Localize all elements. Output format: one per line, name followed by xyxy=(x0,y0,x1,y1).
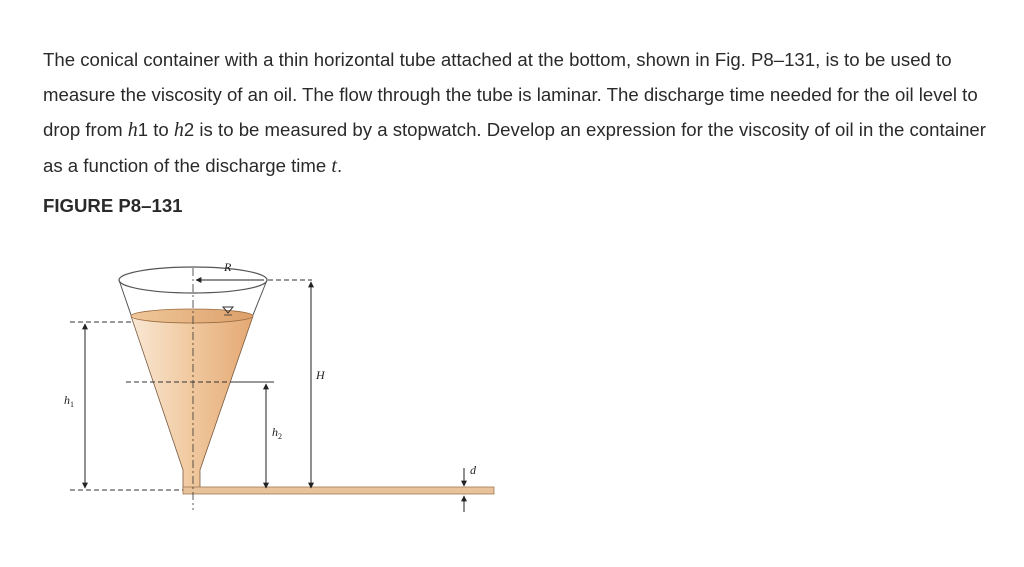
problem-statement xyxy=(43,42,993,184)
label-d: d xyxy=(470,463,476,477)
problem-text-2: 1 to xyxy=(137,119,174,140)
problem-text-1: The conical container with a thin horizontal tube attached at the bottom, shown in Fig. P8–131, is to be used to measure the viscosity of an oil. The flow through the tube is laminar. The discharge time needed for the oil level to drop from xyxy=(43,49,978,140)
conical-container-figure xyxy=(40,240,510,530)
label-R: R xyxy=(224,260,232,274)
label-H: H xyxy=(316,368,325,382)
var-h2: h xyxy=(173,119,184,141)
problem-text-3: 2 is to be measured by a stopwatch. Develop an expression for the viscosity of oil in the container as a function of the discharge time xyxy=(43,119,986,176)
var-h1: h xyxy=(127,119,138,141)
discharge-tube xyxy=(183,487,494,494)
oil-surface xyxy=(131,309,253,323)
problem-text-4: . xyxy=(336,155,343,176)
var-t: t xyxy=(331,155,337,177)
oil-body xyxy=(131,316,253,488)
figure-title: FIGURE P8–131 xyxy=(43,195,183,216)
label-h1: $h_1$ xyxy=(64,393,74,409)
label-h2: $h_2$ xyxy=(272,425,282,441)
